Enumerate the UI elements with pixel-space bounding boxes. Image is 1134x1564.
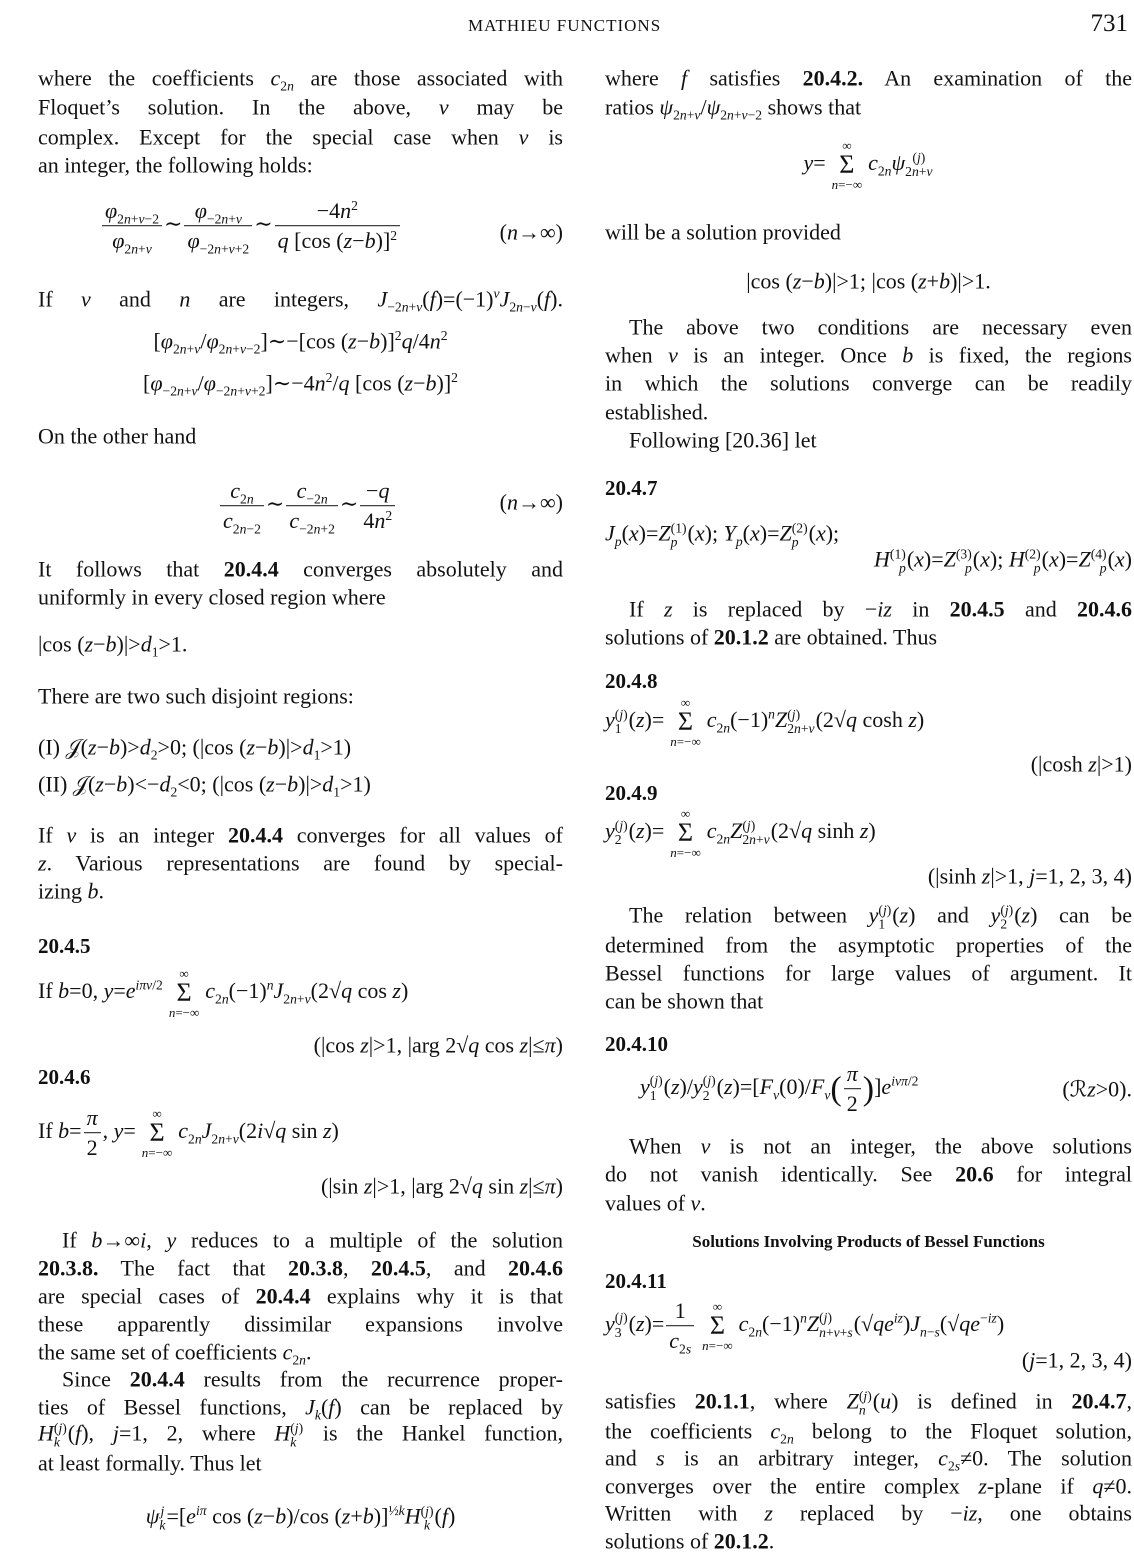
text-line: the same set of coefficients $c_{2n}$.	[38, 1339, 312, 1368]
running-title: MATHIEU FUNCTIONS	[468, 16, 662, 35]
text-line: values of ν.	[605, 1190, 706, 1216]
formula: $J_p(x)=Z$ (1) p (x); $Y_p(x)=Z$ (2) p (x);	[605, 520, 840, 550]
formula: y (j) 3 (z)= $\frac{1}{c_{2s}}$ ∞ Σ n=−∞ $c_{2n}(-1)^nZ$ (j) n+ν+s $(√qe^{iz})J_{n-s}(√qe^{-iz})$	[605, 1298, 1005, 1357]
text-line: at least formally. Thus let	[38, 1450, 262, 1476]
equation-number: 20.4.6	[38, 1064, 91, 1089]
text-line: 20.3.8. The fact that 20.3.8, 20.4.5, and 20.4.6	[38, 1255, 564, 1281]
formula: y (j) 1 (z)= ∞ Σ n=−∞ $c_{2n}(-1)^nZ$ (j) 2n+ν (2√q cosh z)	[605, 695, 925, 749]
text-line: where f satisfies 20.4.2. An examination of the	[605, 65, 1132, 91]
text-line: ratios $\psi_{2n+\nu}/\psi_{2n+\nu-2}$ shows that	[605, 94, 862, 123]
text-line: H (j) k (f), j=1, 2, where H (j) k is the Hankel function,	[38, 1420, 563, 1450]
text-line: If b→∞i, y reduces to a multiple of the solution	[62, 1227, 563, 1253]
text-line: in which the solutions converge can be readily	[605, 370, 1132, 396]
text-line: ties of Bessel functions, $J_k(f)$ can be replaced by	[38, 1394, 563, 1423]
equation-number: 20.4.8	[605, 668, 658, 693]
formula: $[\varphi_{-2n+\nu}/\varphi_{-2n+\nu+2}]\sim-4n^2/q$ [cos (z−b)]$^2$	[143, 370, 458, 399]
text-line: Following [20.36] let	[629, 427, 817, 453]
text-line: There are two such disjoint regions:	[38, 683, 354, 709]
text-line: It follows that 20.4.4 converges absolutely and	[38, 556, 563, 582]
text-line: Since 20.4.4 results from the recurrence proper-	[62, 1366, 563, 1392]
text-line: uniformly in every closed region where	[38, 584, 386, 610]
formula: |cos $(z-b)|>d_1>1$.	[38, 631, 188, 660]
equation-condition: (|sin z|>1, |arg 2√q sin z|≤π)	[320, 1173, 563, 1199]
formula: (I) $𝒥(z-b)>d_2>0$; (|cos $(z-b)|>d_1>1$)	[38, 734, 352, 763]
section-heading: Solutions Involving Products of Bessel Functions	[692, 1232, 1045, 1252]
equation-number: 20.4.5	[38, 933, 91, 958]
text-line: an integer, the following holds:	[38, 152, 313, 178]
text-line: izing b.	[38, 878, 104, 904]
formula: If b= $\frac{\pi}{2}$ , y= ∞ Σ n=−∞ $c_{2n}J_{2n+\nu}(2i√q$ sin z)	[38, 1105, 339, 1161]
text-line: The above two conditions are necessary even	[629, 314, 1132, 340]
text-line: Bessel functions for large values of argument. It	[605, 960, 1132, 986]
text-line: If ν and n are integers, $J_{-2n+\nu}(f)=(-1)^\nu J_{2n-\nu}(f)$.	[38, 286, 563, 315]
text-line: can be shown that	[605, 988, 764, 1014]
text-line: On the other hand	[38, 423, 197, 449]
equation-condition: (|cos z|>1, |arg 2√q cos z|≤π)	[313, 1032, 563, 1058]
text-line: the coefficients $c_{2n}$ belong to the Floquet solution,	[605, 1418, 1132, 1447]
text-line: If z is replaced by −iz in 20.4.5 and 20.4.6	[629, 596, 1133, 622]
text-line: If ν is an integer 20.4.4 converges for all values of	[38, 822, 563, 848]
formula: y= ∞ Σ n=−∞ $c_{2n}\psi$ (j) 2n+ν	[803, 138, 933, 192]
equation-number: 20.4.11	[605, 1268, 667, 1293]
equation-number: 20.4.9	[605, 780, 658, 805]
equation-condition: (n→∞)	[499, 219, 563, 245]
text-line: solutions of 20.1.2 are obtained. Thus	[605, 624, 938, 650]
text-line: where the coefficients $c_{2n}$ are those associated with	[38, 65, 563, 94]
formula: $\frac{\varphi_{2n+\nu-2}}{\varphi_{2n+\nu}}$ ∼ $\frac{\varphi_{-2n+\nu}}{\varphi_{-2n+\nu+2}}$ ∼ $\frac{-4n^2}{q [\cos (z-b)]^2}$	[38, 198, 563, 254]
equation-condition: (j=1, 2, 3, 4)	[1021, 1347, 1132, 1373]
text-line: converges over the entire complex z-plane if q≠0.	[605, 1473, 1132, 1499]
equation-number: 20.4.7	[605, 475, 658, 500]
equation-condition: (|cosh z|>1)	[1030, 751, 1132, 777]
equation-number: 20.4.10	[605, 1031, 668, 1056]
formula: $[\varphi_{2n+\nu}/\varphi_{2n+\nu-2}]\sim-[\cos$ $(z-b)]^2q/4n^2$	[153, 328, 448, 357]
formula: If b=0, $y=e^{i\pi\nu/2}$ ∞ Σ n=−∞ $c_{2n}(-1)^nJ_{2n+\nu}(2√q$ cos z)	[38, 966, 409, 1020]
formula: |cos (z−b)|>1; |cos (z+b)|>1.	[746, 268, 991, 294]
equation-condition: (n→∞)	[499, 489, 563, 515]
text-line: satisfies 20.1.1, where Z (j) n (u) is defined in 20.4.7,	[605, 1388, 1132, 1418]
formula: (II) $𝒥(z-b)<-d_2<0$; (|cos $(z-b)|>d_1>1$)	[38, 771, 371, 800]
text-line: will be a solution provided	[605, 219, 841, 245]
formula: y (j) 1 (z)/y (j) 2 $(z)=[F_\nu(0)/F_\nu$( $\frac{\pi}{2}$ )]$e^{i\nu\pi/2}$	[640, 1061, 919, 1117]
text-line: z. Various representations are found by special-	[38, 850, 563, 876]
text-line: are special cases of 20.4.4 explains why it is that	[38, 1283, 563, 1309]
text-line: solutions of 20.1.2.	[605, 1528, 775, 1554]
text-line: do not vanish identically. See 20.6 for integral	[605, 1161, 1132, 1187]
equation-condition: (|sinh z|>1, j=1, 2, 3, 4)	[927, 863, 1132, 889]
text-line: Written with z replaced by −iz, one obtains	[605, 1500, 1132, 1526]
formula: H (1) p (x)=Z (3) p (x); H (2) p (x)=Z (4) p (x)	[874, 546, 1132, 576]
text-line: The relation between y (j) 1 (z) and y (j) 2 (z) can be	[629, 902, 1132, 932]
formula: ψ j k $=[e^{i\pi}$ cos (z−b)/cos (z+b)]$^{\frac{1}{2}k}$H (j) k (f)	[145, 1503, 456, 1533]
text-line: complex. Except for the special case when ν is	[38, 124, 563, 150]
page-number: 731	[1090, 10, 1128, 37]
text-line: when ν is an integer. Once b is fixed, the regions	[605, 342, 1132, 368]
text-line: When ν is not an integer, the above solutions	[629, 1133, 1132, 1159]
formula: y (j) 2 (z)= ∞ Σ n=−∞ $c_{2n}Z$ (j) 2n+ν (2√q sinh z)	[605, 806, 876, 860]
text-line: Floquet’s solution. In the above, ν may be	[38, 94, 563, 120]
text-line: and s is an arbitrary integer, $c_{2s}\ne 0$. The solution	[605, 1445, 1132, 1474]
formula: $\frac{c_{2n}}{c_{2n-2}}$ ∼ $\frac{c_{-2n}}{c_{-2n+2}}$ ∼ $\frac{-q}{4n^2}$	[38, 478, 563, 534]
text-line: determined from the asymptotic properties of the	[605, 932, 1132, 958]
text-line: these apparently dissimilar expansions involve	[38, 1311, 563, 1337]
text-line: established.	[605, 399, 709, 425]
equation-condition: (ℛz>0).	[1062, 1076, 1132, 1102]
